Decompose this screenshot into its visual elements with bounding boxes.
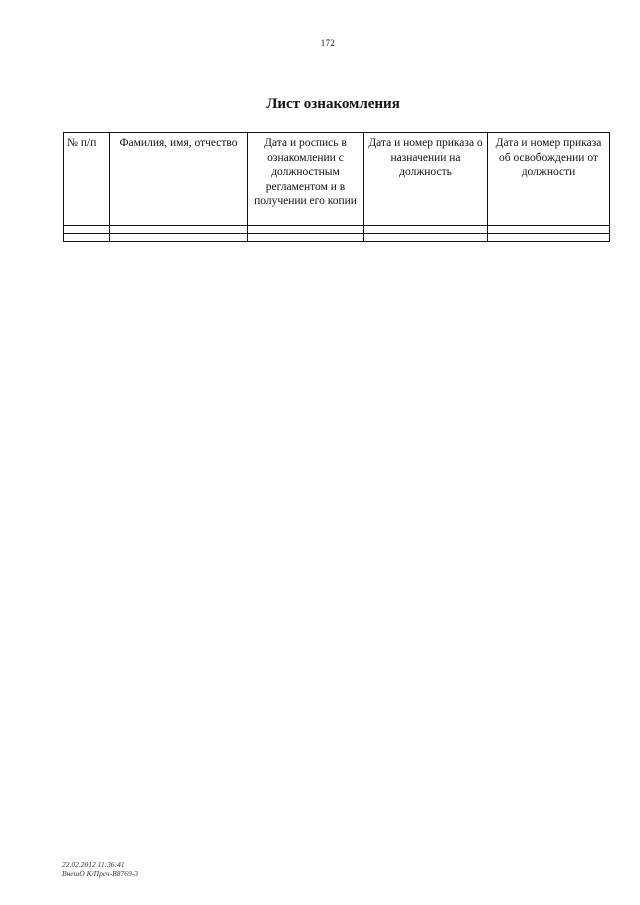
- table-cell: [110, 226, 248, 234]
- table-row: [64, 226, 610, 234]
- table-cell: [248, 226, 364, 234]
- page-number: 172: [320, 38, 336, 48]
- table-header-row: [64, 133, 610, 226]
- header-full-name: Фамилия, имя, отчество: [110, 133, 248, 226]
- table-cell: [110, 234, 248, 242]
- header-number: № п/п: [64, 133, 110, 226]
- table-cell: [364, 234, 488, 242]
- footer-document-code: ВнешО К/Прсч-В8769-3: [62, 869, 138, 878]
- table-row: [64, 234, 610, 242]
- table-cell: [488, 226, 610, 234]
- document-title: Лист ознакомления: [266, 96, 400, 112]
- table-cell: [364, 226, 488, 234]
- header-dismissal-order: Дата и номер приказа об освобождении от должности: [488, 133, 610, 226]
- acknowledgement-table: [63, 132, 610, 242]
- table-cell: [64, 226, 110, 234]
- table-cell: [248, 234, 364, 242]
- footer-timestamp: 22.02.2012 11:36:41: [62, 860, 125, 869]
- header-signature-date: Дата и роспись в ознакомлении с должностным регламентом и в получении его копии: [248, 133, 364, 226]
- table-cell: [64, 234, 110, 242]
- header-appointment-order: Дата и номер приказа о назначении на должность: [364, 133, 488, 226]
- table-cell: [488, 234, 610, 242]
- footer-stamp: [62, 860, 138, 878]
